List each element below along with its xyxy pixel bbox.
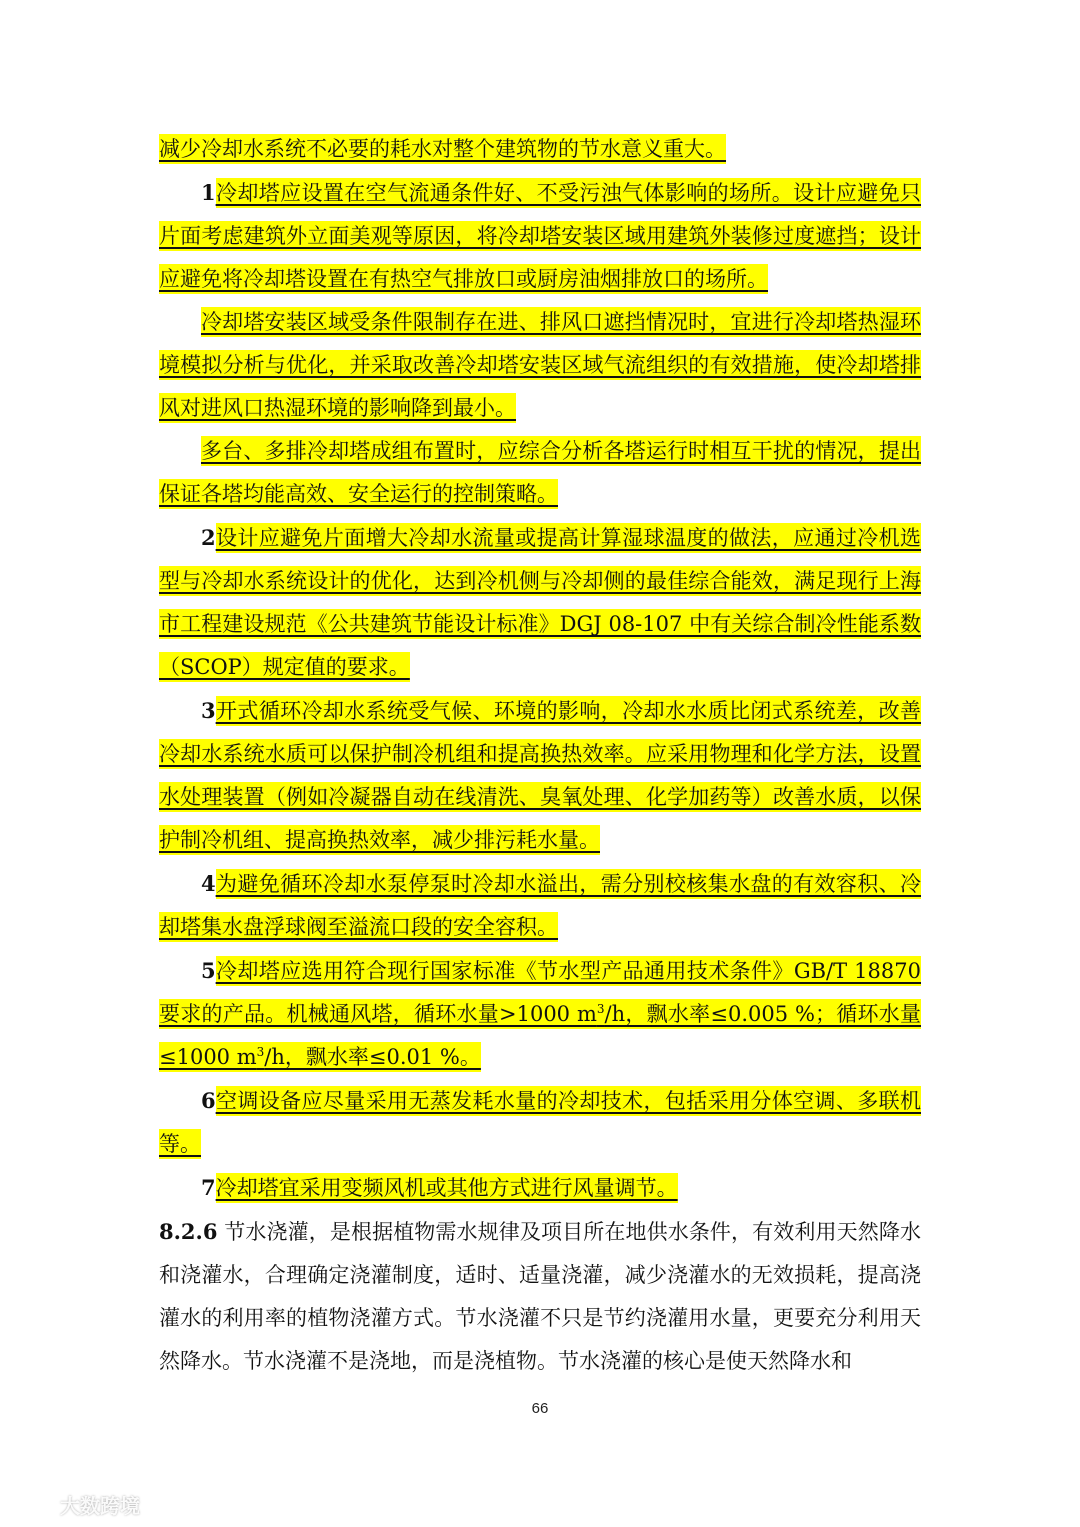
item-1-subparagraph-3: [159, 430, 921, 516]
superscript: 3: [596, 1002, 605, 1016]
item-number: 1: [201, 180, 216, 205]
item-number: 5: [201, 958, 216, 983]
item-5-paragraph: [159, 949, 921, 1079]
superscript: 3: [256, 1045, 265, 1059]
page-number: 66: [531, 1400, 549, 1417]
continuation-paragraph: [159, 128, 921, 171]
highlighted-text: 冷却塔应设置在空气流通条件好、不受污浊气体影响的场所。设计应避免只片面考虑建筑外立面美观等原因，将冷却塔安装区域用建筑外装修过度遮挡；设计应避免将冷却塔设置在有热空气排放口或厨房油烟排放口的场所。: [159, 178, 921, 294]
watermark-text: 大数跨境: [60, 1493, 140, 1518]
document-body: [159, 128, 921, 1383]
item-number: 6: [201, 1088, 216, 1113]
section-8-2-6-paragraph: [159, 1210, 921, 1383]
item-1-paragraph: [159, 171, 921, 301]
watermark: [10, 1490, 140, 1518]
item-1-subparagraph-2: [159, 301, 921, 430]
chat-bubbles-icon: [10, 1492, 54, 1516]
item-number: 4: [201, 871, 216, 896]
item-5-text-c: /h，飘水率≤0.01 %。: [264, 1045, 481, 1069]
highlighted-text: 多台、多排冷却塔成组布置时，应综合分析各塔运行时相互干扰的情况，提出保证各塔均能高效、安全运行的控制策略。: [159, 436, 921, 509]
item-7-paragraph: [159, 1166, 921, 1210]
section-text: 节水浇灌，是根据植物需水规律及项目所在地供水条件，有效利用天然降水和浇灌水，合理确定浇灌制度，适时、适量浇灌，减少浇灌水的无效损耗，提高浇灌水的利用率的植物浇灌方式。节水浇灌不只是节约浇灌用水量，更要充分利用天然降水。节水浇灌不是浇地，而是浇植物。节水浇灌的核心是使天然降水和: [159, 1220, 921, 1373]
clause-number: 8.2.6: [159, 1219, 218, 1244]
highlighted-text: 开式循环冷却水系统受气候、环境的影响，冷却水水质比闭式系统差，改善冷却水系统水质可以保护制冷机组和提高换热效率。应采用物理和化学方法，设置水处理装置（例如冷凝器自动在线清洗、臭氧处理、化学加药等）改善水质，以保护制冷机组、提高换热效率，减少排污耗水量。: [159, 696, 921, 855]
item-4-paragraph: [159, 862, 921, 949]
highlighted-text: 为避免循环冷却水泵停泵时冷却水溢出，需分别校核集水盘的有效容积、冷却塔集水盘浮球阀至溢流口段的安全容积。: [159, 869, 921, 942]
item-number: 3: [201, 698, 216, 723]
highlighted-text: [159, 956, 921, 1072]
item-number: 7: [201, 1175, 216, 1200]
item-6-paragraph: [159, 1079, 921, 1166]
highlighted-text: 减少冷却水系统不必要的耗水对整个建筑物的节水意义重大。: [159, 134, 726, 164]
highlighted-text: 冷却塔安装区域受条件限制存在进、排风口遮挡情况时，宜进行冷却塔热湿环境模拟分析与优化，并采取改善冷却塔安装区域气流组织的有效措施，使冷却塔排风对进风口热湿环境的影响降到最小。: [159, 307, 921, 423]
item-number: 2: [201, 525, 216, 550]
highlighted-text: 冷却塔宜采用变频风机或其他方式进行风量调节。: [216, 1173, 678, 1203]
item-5-text-b: /h，飘水率≤0.005 %；循环水量≤1000 m: [159, 1002, 921, 1069]
item-5-text-a: 冷却塔应选用符合现行国家标准《节水型产品通用技术条件》GB/T 18870要求的产品。机械通风塔，循环水量>1000 m: [159, 959, 921, 1026]
item-3-paragraph: [159, 689, 921, 862]
item-2-paragraph: [159, 516, 921, 689]
highlighted-text: 空调设备应尽量采用无蒸发耗水量的冷却技术，包括采用分体空调、多联机等。: [159, 1086, 921, 1159]
highlighted-text: 设计应避免片面增大冷却水流量或提高计算湿球温度的做法，应通过冷机选型与冷却水系统设计的优化，达到冷机侧与冷却侧的最佳综合能效，满足现行上海市工程建设规范《公共建筑节能设计标准》DGJ 08-107 中有关综合制冷性能系数（SCOP）规定值的要求。: [159, 523, 921, 682]
